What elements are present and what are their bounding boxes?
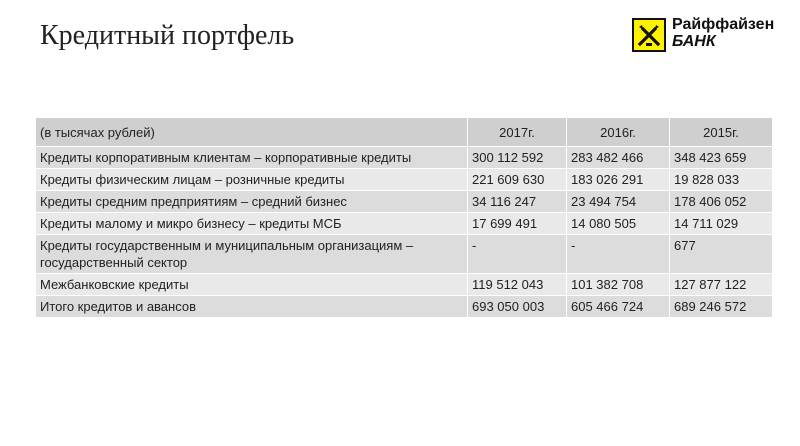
- table-header-row: [36, 118, 773, 147]
- logo-line1: Райффайзен: [672, 16, 775, 33]
- raiffeisen-crossed-horses-icon: [632, 18, 666, 52]
- row-label: Кредиты физическим лицам – розничные кредиты: [36, 169, 468, 191]
- cell-2017: 119 512 043: [468, 274, 567, 296]
- cell-2016: 183 026 291: [567, 169, 670, 191]
- cell-2015: 348 423 659: [670, 147, 773, 169]
- header-2017: 2017г.: [468, 118, 567, 147]
- cell-2016: -: [567, 235, 670, 274]
- logo-wordmark: [672, 16, 774, 50]
- cell-2015: 677: [670, 235, 773, 274]
- cell-2016: 605 466 724: [567, 296, 670, 318]
- table-row: [36, 169, 773, 191]
- cell-2016: 283 482 466: [567, 147, 670, 169]
- row-label: Кредиты малому и микро бизнесу – кредиты МСБ: [36, 213, 468, 235]
- cell-2015: 689 246 572: [670, 296, 773, 318]
- table-row: [36, 274, 773, 296]
- cell-2017: 300 112 592: [468, 147, 567, 169]
- logo-line2: БАНК: [672, 33, 716, 50]
- cell-2017: 17 699 491: [468, 213, 567, 235]
- cell-2017: 221 609 630: [468, 169, 567, 191]
- cell-2017: -: [468, 235, 567, 274]
- cell-2016: 101 382 708: [567, 274, 670, 296]
- table-row: [36, 191, 773, 213]
- cell-2016: 23 494 754: [567, 191, 670, 213]
- row-label: Кредиты корпоративным клиентам – корпоративные кредиты: [36, 147, 468, 169]
- row-label: Кредиты государственным и муниципальным организациям – государственный сектор: [36, 235, 468, 274]
- cell-2017: 34 116 247: [468, 191, 567, 213]
- table-row: [36, 147, 773, 169]
- row-label: Межбанковские кредиты: [36, 274, 468, 296]
- cell-2016: 14 080 505: [567, 213, 670, 235]
- header-2015: 2015г.: [670, 118, 773, 147]
- cell-2015: 127 877 122: [670, 274, 773, 296]
- table-total-row: [36, 296, 773, 318]
- row-label: Итого кредитов и авансов: [36, 296, 468, 318]
- cell-2015: 14 711 029: [670, 213, 773, 235]
- header-2016: 2016г.: [567, 118, 670, 147]
- raiffeisen-logo: [626, 16, 796, 56]
- table-row: [36, 235, 773, 274]
- credit-portfolio-table: [35, 117, 773, 318]
- cell-2015: 19 828 033: [670, 169, 773, 191]
- cell-2017: 693 050 003: [468, 296, 567, 318]
- page-title: Кредитный портфель: [40, 20, 295, 51]
- header-units: (в тысячах рублей): [36, 118, 468, 147]
- table-row: [36, 213, 773, 235]
- cell-2015: 178 406 052: [670, 191, 773, 213]
- row-label: Кредиты средним предприятиям – средний бизнес: [36, 191, 468, 213]
